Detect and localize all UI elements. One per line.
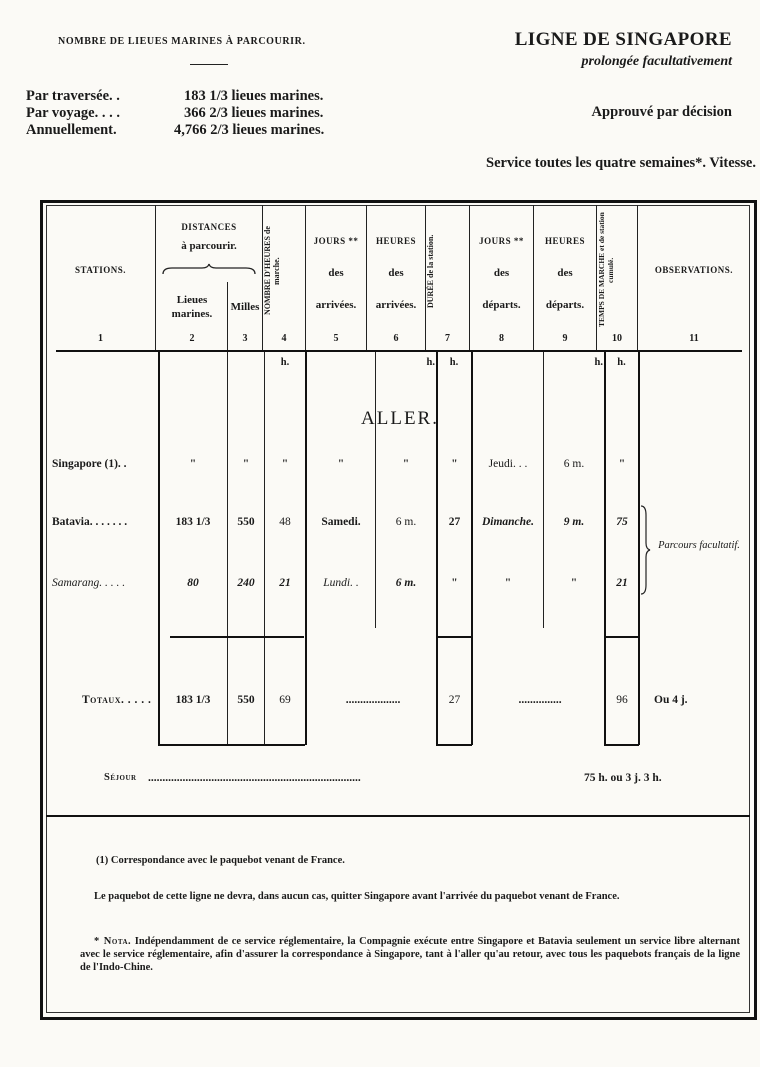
cell-milles: " bbox=[242, 458, 250, 470]
sejour-value: 75 h. ou 3 j. 3 h. bbox=[584, 772, 662, 784]
cell-jour-depart: Jeudi. . . bbox=[488, 458, 528, 470]
footnote-2: Le paquebot de cette ligne ne devra, dans aucun cas, quitter Singapore avant l'arrivée du paquebot venant de France. bbox=[94, 891, 620, 902]
cell-heure-arrivee: 6 m. bbox=[395, 516, 417, 528]
stat-label: Annuellement. bbox=[26, 122, 117, 138]
unit-label: h. bbox=[617, 357, 626, 368]
cell-jour-arrivee: Samedi. bbox=[321, 516, 361, 528]
header-jours-dep-des: des bbox=[493, 267, 510, 279]
page-title: LIGNE DE SINGAPORE bbox=[514, 29, 732, 50]
cell-milles: 550 bbox=[237, 516, 255, 528]
cell-duree: 27 bbox=[448, 516, 461, 528]
station-name: Singapore (1). . bbox=[52, 458, 127, 470]
total-duree: 27 bbox=[448, 694, 461, 706]
stat-row bbox=[26, 88, 324, 105]
col-number: 11 bbox=[689, 333, 699, 344]
cell-jour-arrivee: Lundi. . bbox=[323, 577, 359, 589]
stat-row bbox=[26, 122, 324, 139]
cell-milles: 240 bbox=[237, 577, 255, 589]
stat-value: 366 2/3 lieues marines. bbox=[184, 105, 324, 121]
sejour-label: Séjour bbox=[104, 772, 137, 783]
header-heures-arr-des: des bbox=[388, 267, 404, 279]
header-lieues: Lieues marines. bbox=[171, 294, 213, 320]
header-milles: Milles bbox=[230, 301, 260, 313]
stats-block bbox=[26, 88, 324, 139]
brace-icon bbox=[162, 262, 256, 274]
header-jours-arr-des: des bbox=[328, 267, 344, 279]
cell-lieues: " bbox=[189, 458, 197, 470]
section-heading: NOMBRE DE LIEUES MARINES À PARCOURIR. bbox=[58, 36, 306, 47]
header-observations: OBSERVATIONS. bbox=[654, 265, 734, 275]
total-rule bbox=[170, 636, 304, 638]
cell-temps: 21 bbox=[616, 577, 628, 589]
cell-jour-depart: " bbox=[504, 577, 512, 589]
col-line bbox=[227, 352, 228, 745]
total-rule bbox=[604, 744, 639, 746]
header-distances: DISTANCES bbox=[181, 222, 237, 232]
cell-heures: 21 bbox=[279, 577, 291, 589]
cell-temps: " bbox=[618, 458, 626, 470]
cell-heure-arrivee: " bbox=[402, 458, 410, 470]
total-rule bbox=[158, 744, 305, 746]
total-rule bbox=[436, 744, 472, 746]
nota-label: * Nota. bbox=[94, 936, 132, 947]
stat-value: 183 1/3 lieues marines. bbox=[184, 88, 324, 104]
cell-heure-depart: 9 m. bbox=[563, 516, 585, 528]
header-duree: DURÉE de la station. bbox=[426, 234, 435, 308]
dot-leader: ............... bbox=[518, 694, 562, 706]
header-jours-arr-arrivees: arrivées. bbox=[315, 299, 357, 311]
header-jours-dep: JOURS ** bbox=[479, 236, 524, 246]
unit-label: h. bbox=[449, 357, 459, 368]
unit-label: h. bbox=[426, 357, 435, 368]
header-nombre-heures: NOMBRE D'HEURES de marche. bbox=[263, 226, 281, 316]
unit-label: h. bbox=[594, 357, 603, 368]
cell-heures: 48 bbox=[279, 516, 291, 528]
total-lieues: 183 1/3 bbox=[175, 694, 211, 706]
col-number: 3 bbox=[242, 333, 248, 344]
stat-label: Par voyage. . . . bbox=[26, 105, 120, 121]
cell-lieues: 80 bbox=[187, 577, 199, 589]
dot-leader: .......................................................................... bbox=[148, 772, 361, 784]
unit-label: h. bbox=[280, 357, 290, 368]
col-number: 6 bbox=[393, 333, 399, 344]
col-line bbox=[604, 352, 606, 745]
header-heures-arr-arrivees: arrivées. bbox=[375, 299, 417, 311]
cell-heures: " bbox=[281, 458, 289, 470]
footnote-1: (1) Correspondance avec le paquebot venant de France. bbox=[96, 855, 345, 866]
col-number: 2 bbox=[189, 333, 195, 344]
header-heures-arr: HEURES bbox=[375, 236, 416, 246]
nota-text: Indépendamment de ce service réglementaire, la Compagnie exécute entre Singapore et Batavia seulement un service libre alternant avec le service réglementaire, afin d'assurer la correspondance à Singapore, tant à l'aller qu'au retour, avec tous les paquebots français de la ligne de l'Indo-Chine. bbox=[80, 936, 741, 973]
service-text: Service toutes les quatre semaines*. Vitesse. bbox=[486, 155, 756, 171]
cell-jour-depart: Dimanche. bbox=[481, 516, 535, 528]
header-heures-dep-des: des bbox=[557, 267, 573, 279]
total-milles: 550 bbox=[237, 694, 255, 706]
col-number: 5 bbox=[333, 333, 339, 344]
page-subtitle: prolongée facultativement bbox=[581, 54, 732, 69]
notes-rule bbox=[46, 815, 750, 817]
header-heures-dep-departs: départs. bbox=[545, 299, 585, 311]
total-temps: 96 bbox=[616, 694, 628, 706]
approval-text: Approuvé par décision bbox=[591, 104, 732, 120]
cell-lieues: 183 1/3 bbox=[175, 516, 211, 528]
col-line bbox=[264, 352, 265, 745]
header-stations: STATIONS. bbox=[75, 265, 126, 275]
col-number: 7 bbox=[445, 333, 450, 344]
dot-leader: ................... bbox=[345, 694, 401, 706]
header-a-parcourir: à parcourir. bbox=[181, 240, 237, 252]
col-number: 10 bbox=[612, 333, 622, 344]
cell-duree: " bbox=[451, 458, 458, 470]
stat-row bbox=[26, 105, 324, 122]
header-heures-dep: HEURES bbox=[544, 236, 585, 246]
total-rule bbox=[438, 636, 471, 638]
observation-note: Parcours facultatif. bbox=[658, 540, 740, 551]
header-jours-dep-departs: départs. bbox=[482, 299, 521, 311]
station-name: Batavia. . . . . . . bbox=[52, 516, 128, 528]
col-number: 8 bbox=[499, 333, 504, 344]
col-number: 4 bbox=[281, 333, 287, 344]
cell-duree: " bbox=[451, 577, 458, 589]
station-name: Samarang. . . . . bbox=[52, 577, 126, 589]
cell-jour-arrivee: " bbox=[337, 458, 345, 470]
col-number: 1 bbox=[98, 333, 103, 344]
total-rule bbox=[606, 636, 638, 638]
header-temps: TEMPS DE MARCHE et de station cumulé. bbox=[597, 212, 615, 328]
col-line bbox=[158, 352, 160, 745]
cell-temps: 75 bbox=[616, 516, 628, 528]
cell-heure-arrivee: 6 m. bbox=[395, 577, 417, 589]
stat-value: 4,766 2/3 lieues marines. bbox=[174, 122, 325, 138]
total-observation: Ou 4 j. bbox=[654, 694, 688, 706]
section-label: ALLER. bbox=[361, 408, 439, 429]
col-line bbox=[155, 205, 156, 350]
stat-label: Par traversée. . bbox=[26, 88, 120, 104]
col-number: 9 bbox=[562, 333, 568, 344]
total-heures: 69 bbox=[279, 694, 291, 706]
divider bbox=[190, 64, 228, 65]
cell-heure-depart: " bbox=[570, 577, 578, 589]
footnote-nota bbox=[80, 935, 740, 974]
totals-label: Totaux. . . . . bbox=[82, 694, 152, 706]
cell-heure-depart: 6 m. bbox=[563, 458, 585, 470]
header-jours-arr: JOURS ** bbox=[313, 236, 359, 246]
col-line bbox=[637, 205, 638, 350]
